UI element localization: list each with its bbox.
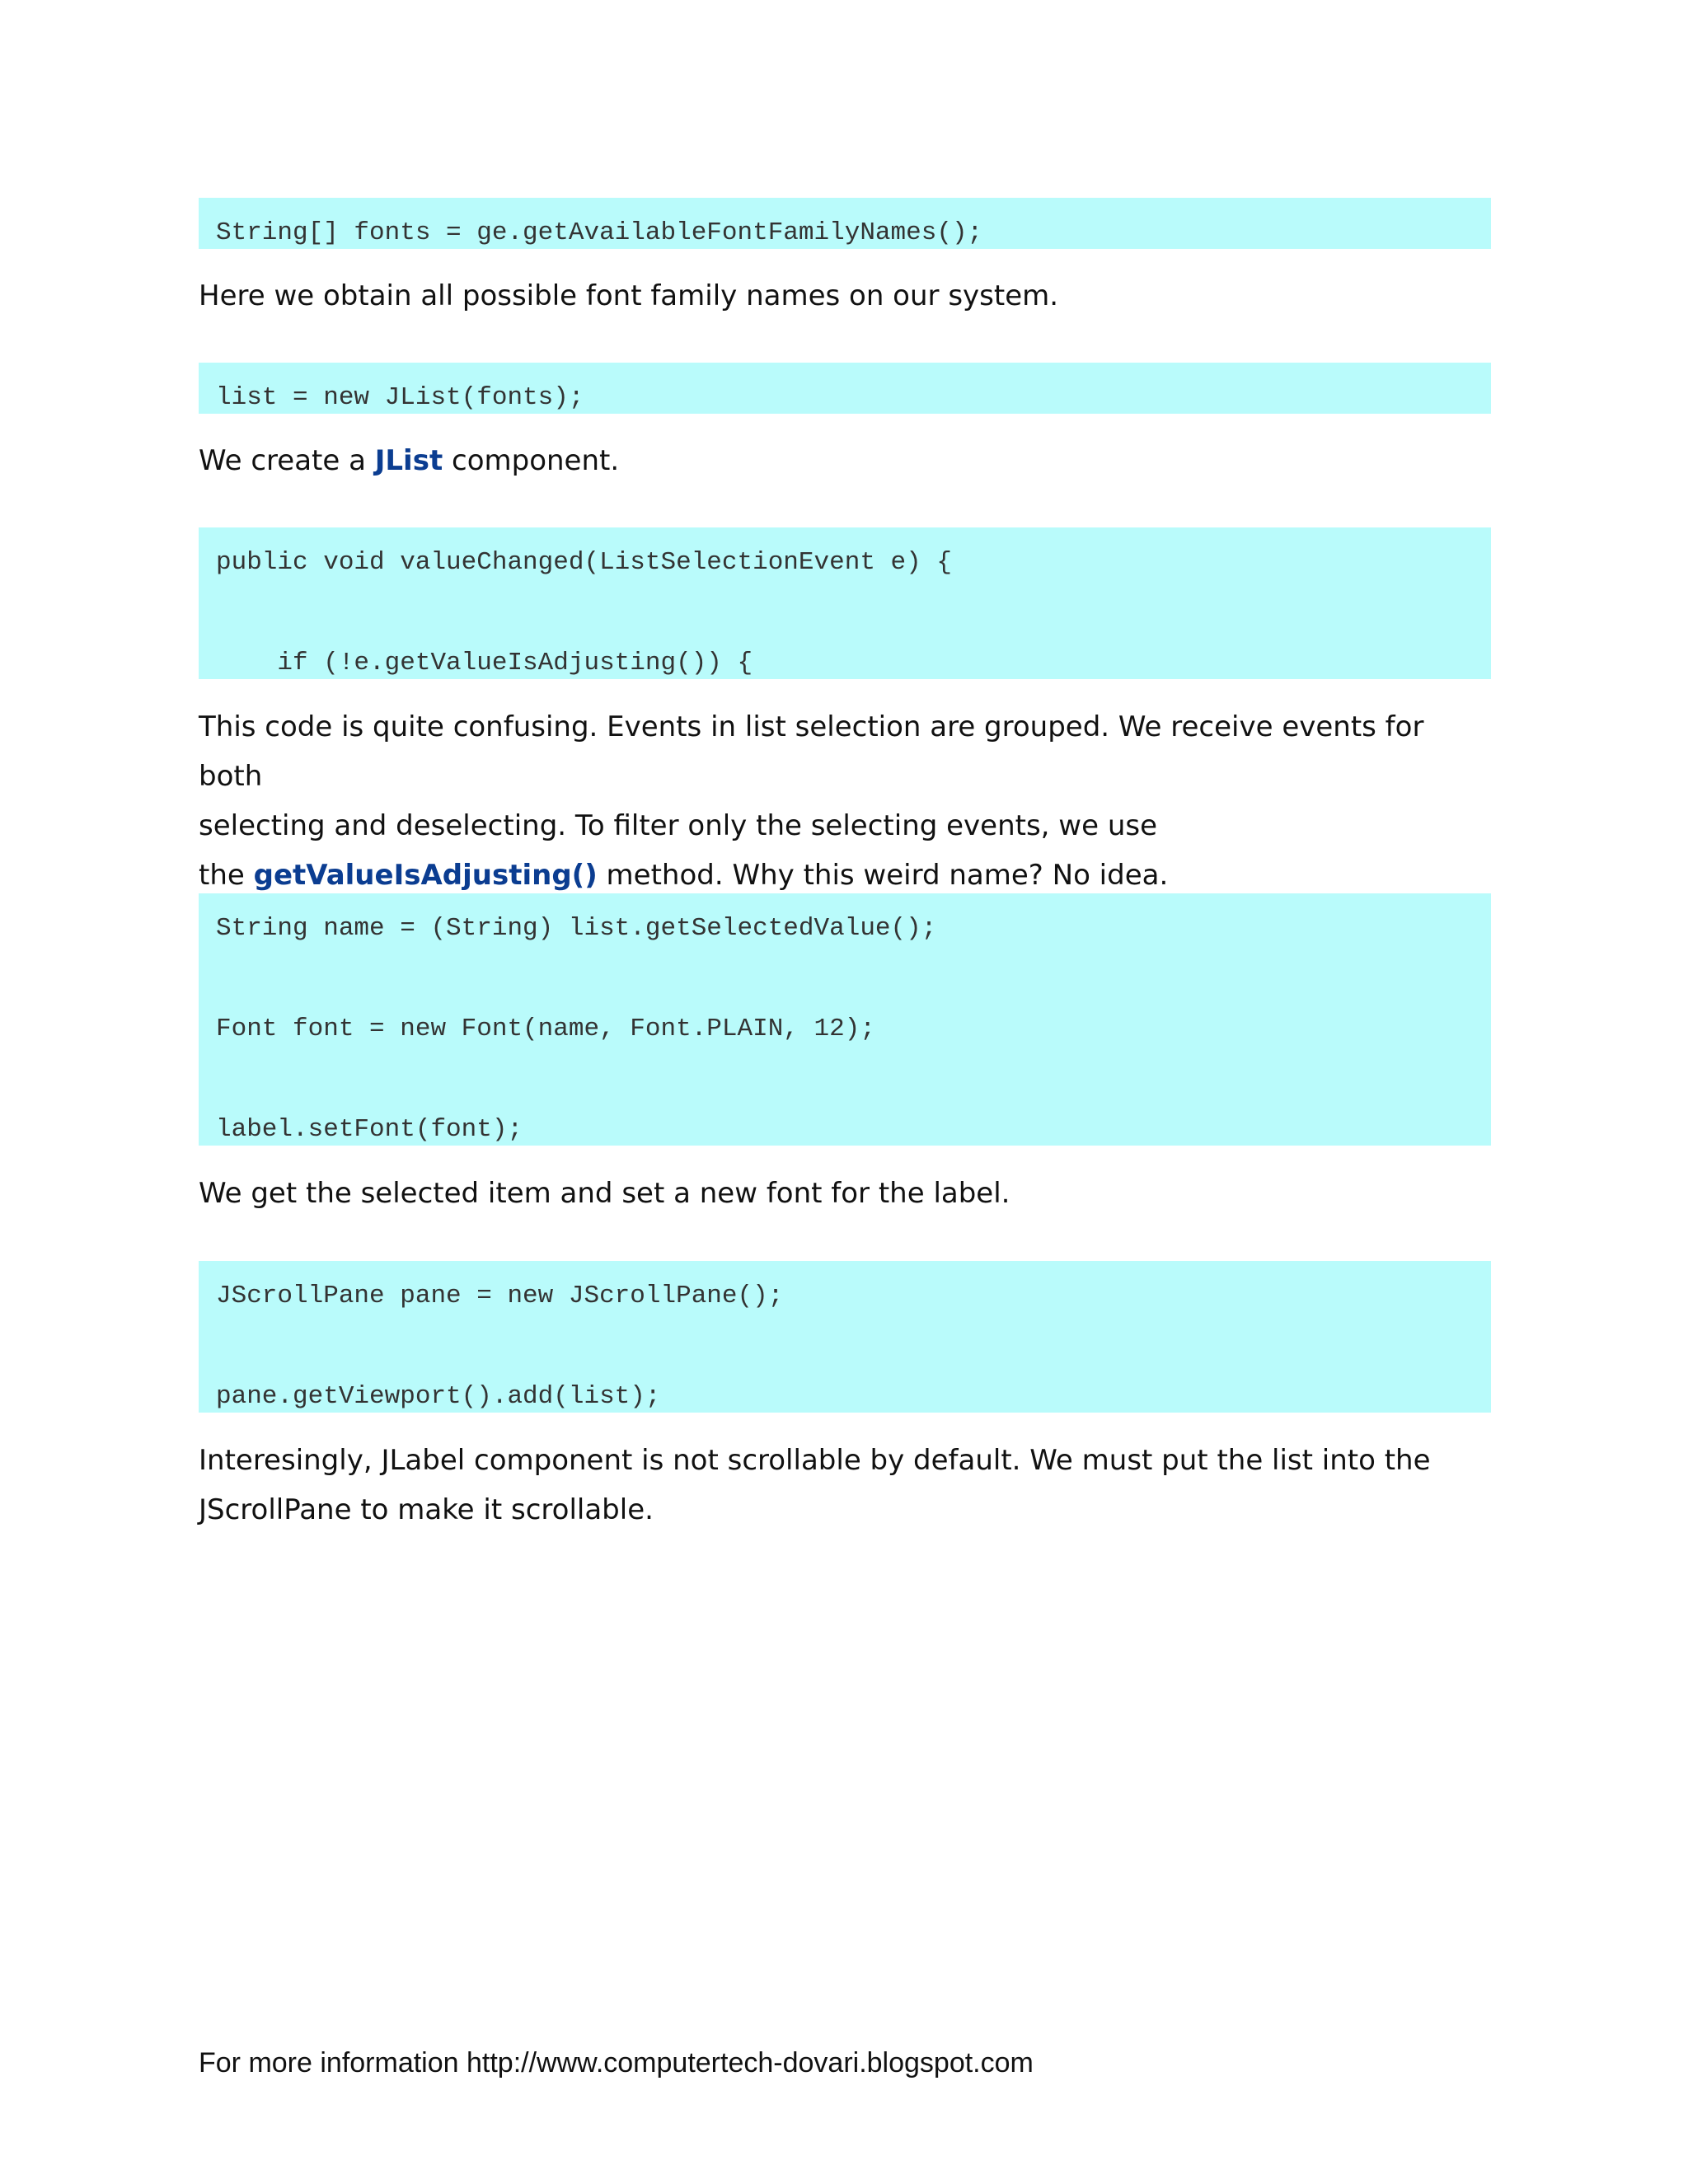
code-block-value-changed: [199, 527, 1491, 679]
code-line: String name = (String) list.getSelectedValue();: [216, 914, 937, 943]
highlight-jlist: JList: [374, 444, 443, 477]
paragraph-text: We create a: [199, 444, 375, 477]
code-block-font-names: [199, 198, 1491, 249]
code-line: public void valueChanged(ListSelectionEvent e) {: [216, 548, 952, 577]
highlight-get-value-is-adjusting: getValueIsAdjusting(): [253, 859, 598, 892]
paragraph-line: [199, 851, 1491, 900]
code-line: JScrollPane pane = new JScrollPane();: [216, 1282, 784, 1310]
paragraph-line: This code is quite confusing. Events in list selection are grouped. We receive events for both: [199, 710, 1424, 793]
paragraph-text: the: [199, 859, 254, 892]
paragraph-jlist: [199, 436, 1491, 485]
paragraph-set-font: We get the selected item and set a new font for the label.: [199, 1177, 1010, 1210]
code-line: list = new JList(fonts);: [216, 383, 584, 412]
paragraph-font-names: Here we obtain all possible font family names on our system.: [199, 279, 1059, 312]
code-line: pane.getViewport().add(list);: [216, 1382, 661, 1411]
footer-info: For more information http://www.computertech-dovari.blogspot.com: [199, 2047, 1034, 2079]
paragraph-scrollable: [199, 1436, 1491, 1535]
code-line: label.setFont(font);: [216, 1115, 523, 1144]
code-line: Font font = new Font(name, Font.PLAIN, 12);: [216, 1015, 875, 1043]
code-block-set-font: [199, 893, 1491, 1146]
paragraph-value-adjusting: [199, 702, 1491, 900]
code-block-jlist: [199, 363, 1491, 414]
paragraph-line: JScrollPane to make it scrollable.: [199, 1493, 654, 1526]
paragraph-line: selecting and deselecting. To filter only the selecting events, we use: [199, 809, 1158, 842]
paragraph-text: method. Why this weird name? No idea.: [597, 859, 1169, 892]
paragraph-text: component.: [443, 444, 620, 477]
paragraph-line: Interesingly, JLabel component is not scrollable by default. We must put the list into the: [199, 1444, 1431, 1477]
code-block-scroll-pane: [199, 1261, 1491, 1413]
code-line: String[] fonts = ge.getAvailableFontFamilyNames();: [216, 218, 983, 247]
code-line: if (!e.getValueIsAdjusting()) {: [216, 649, 753, 677]
